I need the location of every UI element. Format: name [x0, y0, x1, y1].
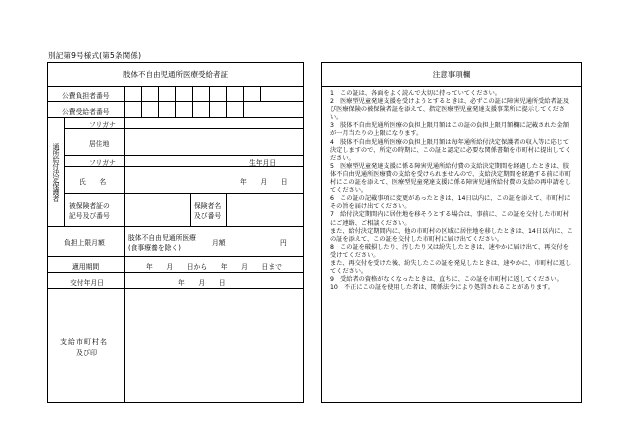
yen-label: 円	[280, 239, 287, 247]
certificate-title: 肢体不自由児通所医療受給者証	[48, 63, 303, 87]
note-paragraph: 2 医療型児童発達支援を受けようとするときは、必ずこの証に障害児通所受給者証及び医療保険の被保険者証を添えて、指定医療型児童発達支援事業所に提示してください。	[330, 98, 570, 122]
municipality-row	[48, 289, 303, 402]
notes-title: 注意事項欄	[322, 63, 581, 87]
note-paragraph: 9 受給者の資格がなくなったときは、直ちに、この証を市町村に返してください。	[330, 276, 563, 284]
note-paragraph: 8 この証を破損したり、汚したり又は紛失したときは、速やかに届け出て、再交付を受けてください。	[330, 243, 569, 259]
note-paragraph: 4 肢体不自由児通所医療の負担上限月額は毎年通所給付決定保護者の収入等に応じて決定しますので、所定の時期に、この証と認定に必要な関係書類を市町村に提出してください。	[330, 138, 572, 162]
birthdate-label: 生年月日	[249, 159, 277, 167]
note-item	[330, 195, 575, 211]
issue-date-text: 年 月 日	[178, 279, 226, 287]
limit-row	[48, 227, 303, 257]
note-item	[330, 90, 575, 98]
period-row	[48, 257, 303, 273]
monthly-label: 月額	[212, 239, 226, 247]
address-row	[65, 129, 303, 156]
limit-desc-2: (食事療養を除く)	[128, 244, 181, 252]
note-paragraph: 3 肢体不自由児通所医療の負担上限月額はこの証の負担上限月額欄に記載された金額が一月当たりの上限になります。	[330, 122, 570, 138]
birthdate-ymd: 年 月 日	[240, 178, 288, 186]
furigana2-row	[65, 156, 303, 167]
limit-label: 負担上限月額	[64, 239, 105, 247]
municipality-label-1: 支給市町村名	[60, 338, 108, 346]
note-item	[330, 284, 575, 292]
insured-card-row	[65, 194, 303, 227]
issue-date-row	[48, 273, 303, 289]
note-item	[330, 139, 575, 163]
certificate-panel	[47, 62, 304, 403]
form-number-label: 別記第9号様式(第5条関係)	[48, 51, 142, 60]
note-item	[330, 163, 575, 195]
period-text: 年 月 日から 年 月 日まで	[146, 263, 282, 271]
address-label: 居住地	[89, 140, 110, 148]
note-paragraph: 7 給付決定期間内に居住地を移そうとする場合は、事前に、この証を交付した市町村にご連絡、ご相談ください。	[330, 211, 570, 227]
payer-number-label: 公費負担者番号	[62, 92, 110, 100]
note-item	[330, 122, 575, 138]
note-paragraph: 6 この証の記載事項に変更があったときは、14日以内に、この証を添えて、市町村にその旨を届け出てください。	[330, 195, 571, 211]
municipality-label-2: 及び印	[76, 349, 97, 357]
note-paragraph: 5 医療型児童発達支援に係る障害児通所給付費の支給決定期間を経過したときは、肢体不自由児通所医療費の支給を受けられませんので、支給決定期間を経過する前に市町村にこの証を添えて、医療型児童発達支援に係る障害児通所給付費の支給の再申請をしてください。	[330, 162, 572, 195]
note-paragraph: また、給付決定期間内に、他の市町村の区域に居住地を移したときは、14日以内に、この証を添えて、この証を交付した市町村に届け出てください。	[330, 227, 573, 243]
notes-list	[330, 90, 575, 292]
furigana-label: フリガナ	[89, 121, 116, 129]
insurer-name-label-2: 及び番号	[194, 212, 222, 220]
limit-desc-1: 肢体不自由児通所医療	[128, 234, 196, 242]
period-label: 適用期間	[72, 263, 100, 271]
issue-date-label: 交付年月日	[70, 279, 104, 287]
insured-card-label-1: 被保険者証の	[69, 202, 110, 210]
furigana2-label: フリガナ	[89, 159, 116, 167]
insured-card-label-2: 記号及び番号	[69, 212, 110, 220]
recipient-number-row	[48, 102, 303, 118]
name-row	[65, 167, 303, 194]
note-item	[330, 211, 575, 243]
note-item	[330, 244, 575, 276]
guardian-side-label: 通所給付決定保護者	[48, 118, 65, 227]
note-paragraph: 10 不正にこの証を使用した者は、関係法令により処罰されることがあります。	[330, 284, 554, 292]
insurer-name-label-1: 保険者名	[194, 202, 222, 210]
note-item	[330, 98, 575, 122]
note-paragraph: 1 この証は、各面をよく読んで大切に持っていてください。	[330, 90, 501, 97]
recipient-number-label: 公費受給者番号	[62, 108, 110, 116]
name-label: 氏 名	[79, 178, 107, 186]
payer-number-row	[48, 86, 303, 102]
furigana-row	[65, 118, 303, 129]
notes-panel	[321, 62, 582, 403]
note-paragraph: また、再交付を受けた後、紛失したこの証を発見したときは、速やかに、市町村に返してください。	[330, 259, 572, 276]
